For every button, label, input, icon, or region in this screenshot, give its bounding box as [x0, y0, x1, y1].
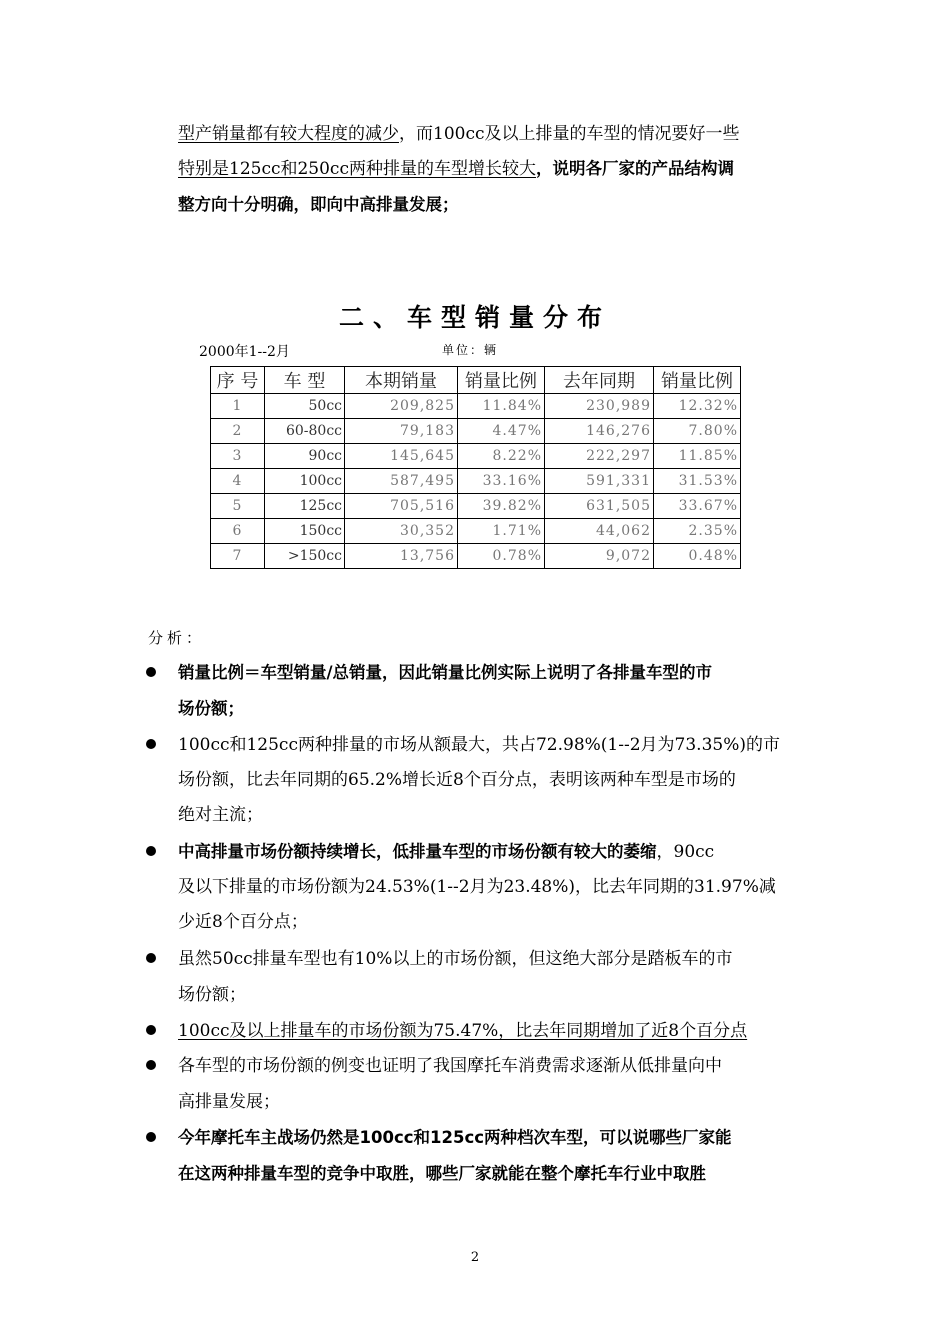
analysis-label: 分析： [148, 629, 206, 647]
bullet-dot-icon [146, 953, 156, 963]
cell-type: 125cc [265, 494, 345, 519]
cell-type: 150cc [265, 519, 345, 544]
cell-type: >150cc [265, 544, 345, 569]
bullet-1-line-2: 场份额； [178, 699, 244, 718]
cell-prev-sales: 230,989 [545, 394, 654, 419]
cell-current-ratio: 11.84% [458, 394, 545, 419]
intro-line-2 [178, 159, 734, 179]
cell-current-sales: 209,825 [345, 394, 458, 419]
bullet-2-line-3: 绝对主流； [178, 805, 263, 825]
table-row [211, 394, 741, 419]
bullet-5-line-1: 100cc及以上排量车的市场份额为75.47%，比去年同期增加了近8个百分点 [178, 1021, 748, 1041]
bullet-6-line-1: 各车型的市场份额的例变也证明了我国摩托车消费需求逐渐从低排量向中 [178, 1056, 722, 1076]
bullet-dot-icon [146, 1025, 156, 1035]
bullet-6-line-2: 高排量发展； [178, 1092, 280, 1112]
cell-prev-ratio: 0.48% [654, 544, 741, 569]
bullet-3-bold: 中高排量市场份额持续增长，低排量车型的市场份额有较大的萎缩 [178, 842, 657, 861]
page-number: 2 [470, 1250, 480, 1265]
cell-index: 7 [211, 544, 265, 569]
table-row [211, 469, 741, 494]
cell-index: 2 [211, 419, 265, 444]
table-period: 2000年1--2月 [199, 344, 290, 360]
bullet-3-text: ，90cc [656, 842, 715, 862]
bullet-dot-icon [146, 667, 156, 677]
bullet-1-line-1: 销量比例＝车型销量/总销量，因此销量比例实际上说明了各排量车型的市 [178, 663, 713, 682]
header-prev-ratio: 销量比例 [654, 367, 741, 394]
cell-prev-ratio: 11.85% [654, 444, 741, 469]
bullet-dot-icon [146, 1060, 156, 1070]
cell-prev-ratio: 33.67% [654, 494, 741, 519]
header-current-sales: 本期销量 [345, 367, 458, 394]
cell-current-sales: 13,756 [345, 544, 458, 569]
cell-current-ratio: 39.82% [458, 494, 545, 519]
bullet-2-line-1: 100cc和125cc两种排量的市场从额最大，共占72.98%(1--2月为73.35%)的市 [178, 735, 781, 755]
cell-type: 50cc [265, 394, 345, 419]
cell-index: 1 [211, 394, 265, 419]
sales-table [210, 366, 741, 569]
bullet-dot-icon [146, 846, 156, 856]
cell-index: 5 [211, 494, 265, 519]
cell-index: 4 [211, 469, 265, 494]
cell-current-sales: 145,645 [345, 444, 458, 469]
table-row [211, 444, 741, 469]
header-index: 序 号 [211, 367, 265, 394]
table-unit: 单位：辆 [442, 343, 499, 357]
intro-line-3: 整方向十分明确，即向中高排量发展； [178, 195, 459, 214]
cell-prev-sales: 631,505 [545, 494, 654, 519]
cell-prev-ratio: 31.53% [654, 469, 741, 494]
cell-type: 90cc [265, 444, 345, 469]
cell-current-sales: 79,183 [345, 419, 458, 444]
bullet-7-line-2: 在这两种排量车型的竞争中取胜，哪些厂家就能在整个摩托车行业中取胜 [178, 1164, 706, 1183]
bullet-4-line-2: 场份额； [178, 985, 246, 1005]
bullet-dot-icon [146, 739, 156, 749]
cell-current-ratio: 8.22% [458, 444, 545, 469]
cell-current-ratio: 1.71% [458, 519, 545, 544]
header-type: 车 型 [265, 367, 345, 394]
bullet-3-line-2: 及以下排量的市场份额为24.53%(1--2月为23.48%)，比去年同期的31.97%减 [178, 877, 776, 897]
cell-prev-ratio: 12.32% [654, 394, 741, 419]
cell-index: 3 [211, 444, 265, 469]
table-row [211, 544, 741, 569]
cell-current-sales: 587,495 [345, 469, 458, 494]
bullet-2-line-2: 场份额，比去年同期的65.2%增长近8个百分点，表明该两种车型是市场的 [178, 770, 736, 790]
cell-current-sales: 30,352 [345, 519, 458, 544]
cell-current-ratio: 4.47% [458, 419, 545, 444]
cell-current-sales: 705,516 [345, 494, 458, 519]
cell-current-ratio: 0.78% [458, 544, 545, 569]
intro-text-1: ，而100cc及以上排量的车型的情况要好一些 [399, 124, 740, 144]
table-row [211, 494, 741, 519]
intro-underlined-2: 特别是125cc和250cc两种排量的车型增长较大 [178, 159, 536, 179]
cell-prev-sales: 146,276 [545, 419, 654, 444]
cell-index: 6 [211, 519, 265, 544]
cell-prev-sales: 591,331 [545, 469, 654, 494]
bullet-3-line-3: 少近8个百分点； [178, 912, 308, 932]
header-prev-sales: 去年同期 [545, 367, 654, 394]
cell-prev-sales: 44,062 [545, 519, 654, 544]
cell-prev-sales: 9,072 [545, 544, 654, 569]
section-title: 二、车型销量分布 [338, 303, 611, 332]
table-row [211, 519, 741, 544]
intro-underlined-1: 型产销量都有较大程度的减少 [178, 124, 399, 144]
table-header-row [211, 367, 741, 394]
header-current-ratio: 销量比例 [458, 367, 545, 394]
cell-current-ratio: 33.16% [458, 469, 545, 494]
cell-prev-sales: 222,297 [545, 444, 654, 469]
bullet-4-line-1: 虽然50cc排量车型也有10%以上的市场份额，但这绝大部分是踏板车的市 [178, 949, 733, 969]
cell-prev-ratio: 7.80% [654, 419, 741, 444]
intro-line-1 [178, 124, 740, 144]
cell-type: 100cc [265, 469, 345, 494]
bullet-dot-icon [146, 1132, 156, 1142]
intro-bold-2: ，说明各厂家的产品结构调 [535, 159, 734, 178]
table-row [211, 419, 741, 444]
bullet-3-line-1 [178, 842, 714, 862]
bullet-7-line-1: 今年摩托车主战场仍然是100cc和125cc两种档次车型，可以说哪些厂家能 [178, 1128, 732, 1147]
cell-prev-ratio: 2.35% [654, 519, 741, 544]
cell-type: 60-80cc [265, 419, 345, 444]
